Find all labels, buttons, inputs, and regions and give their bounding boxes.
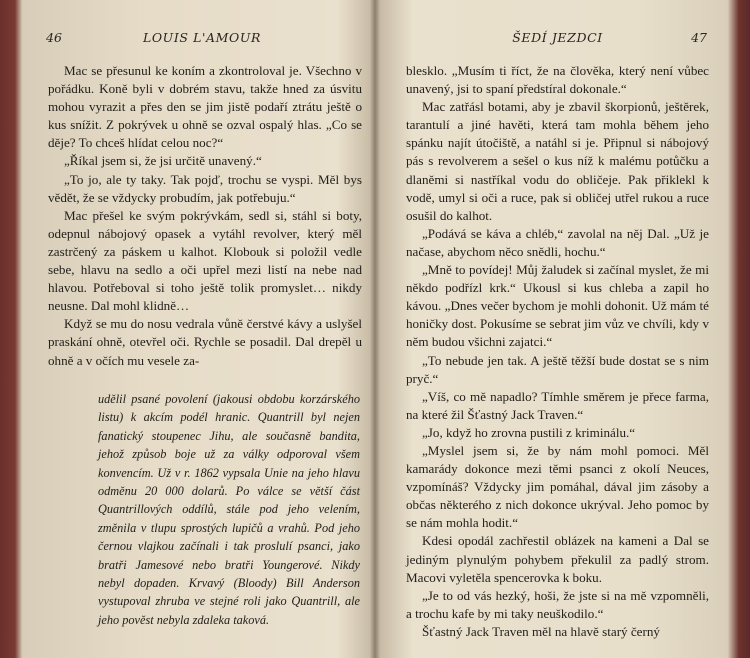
left-running-head: LOUIS L'AMOUR xyxy=(142,30,262,45)
right-paragraph-9: Kdesi opodál zachřestil oblázek na kameni a Dal se jediným plynulým pohybem překulil za padlý strom. Macovi vyletěla spencerovka k boku. xyxy=(406,533,709,585)
left-paragraph-3: „To jo, ale ty taky. Tak pojď, trochu se vyspi. Měl bys vědět, že se vždycky probudím, jak potřebuju.“ xyxy=(48,171,362,205)
right-paragraph-7: „Jo, když ho zrovna pustili z kriminálu.“ xyxy=(422,424,636,440)
left-page-header xyxy=(32,30,372,48)
right-paragraph-5: „To nebude jen tak. A ještě těžší bude dostat se s nim pryč.“ xyxy=(406,352,709,386)
left-page xyxy=(32,0,372,640)
left-paragraph-2: „Říkal jsem si, že jsi určitě unavený.“ xyxy=(64,153,262,169)
left-paragraph-1: Mac se přesunul ke koním a zkontroloval je. Všechno v pořádku. Koně byli v dobrém stavu, takže hned za úsvitu mohou vyrazit a přes den se jim jistě podaří ztrátu ještě o kus snížit. Z pokrývek u ohně se ozval ospalý hlas. „Co se děje? To chceš hlídat celou noc?“ xyxy=(48,63,362,151)
right-page-number: 47 xyxy=(691,30,707,45)
right-paragraph-3: „Podává se káva a chléb,“ zavolal na něj Dal. „Už je načase, abychom něco snědli, hochu.“ xyxy=(406,225,709,259)
right-paragraph-2: Mac zatřásl botami, aby je zbavil škorpionů, ještěrek, tarantulí a jiné havěti, která tam mohla během jeho spánku najít útočiště, a natáhl si je. Připnul si nábojový pás s revolverem a sešel o kus níž k malému potůčku a dlaněmi si nastříkal vodu do obličeje. Pak přiklekl k vodě, umyl si oči a ruce, pak si obličej utřel rukou a ruce osušil do kalhot. xyxy=(406,99,709,223)
right-paragraph-6: „Víš, co mě napadlo? Tímhle směrem je přece farma, na které žil Šťastný Jack Traven.“ xyxy=(406,388,709,422)
left-paragraph-4: Mac přešel ke svým pokrývkám, sedl si, stáhl si boty, odepnul nábojový opasek a vytáhl revolver, který měl zastrčený za páskem u kalhot. Klobouk si položil vedle sebe, hlavu na sedlo a oči upřel mezi listí na nebe nad hlavou. Potřeboval si toho ještě tolik promyslet… nikdy neusne. Dal mohl klidně… xyxy=(48,207,362,314)
footnote-text: udělil psané povolení (jakousi obdobu korzárského listu) k akcím podél hranic. Quantrill byl nejen fanatický stoupenec Jihu, ale současně bandita, jehož způsob boje už za války odporoval všem konvencím. Už v r. 1862 vypsala Unie na jeho hlavu odměnu 20 000 dolarů. Po válce se větší část Quantrillových oddílů, stále pod jeho velením, změnila v tlupu sprostých lupičů a vrahů. Pod jeho černou vlajkou začínali i tak proslulí psanci, jako bratři Jamesové nebo bratři Youngerové. Nikdy nebyl dopaden. Krvavý (Bloody) Bill Anderson vystupoval zhruba ve stejné roli jako Quantrill, ale jeho pověst nebyla zdaleka taková. xyxy=(98,392,360,627)
right-paragraph-8: „Myslel jsem si, že by nám mohl pomoci. Měl kamarády dokonce mezi těmi psanci z okolí Neuces, vzpomínáš? Vždycky jim pomáhal, dával jim zásoby a občas některého z nich dokonce ukrýval. Jeho pomoc by se nám mohla hodit.“ xyxy=(406,442,709,531)
right-paragraph-11: Šťastný Jack Traven měl na hlavě starý černý xyxy=(422,623,660,639)
left-page-body xyxy=(48,62,362,370)
left-paragraph-5: Když se mu do nosu vedrala vůně čerstvé kávy a uslyšel praskání ohně, otevřel oči. Rychle se posadil. Dal drepěl u ohně a v očích mu vesele za- xyxy=(48,316,362,368)
right-page-body xyxy=(406,62,709,641)
right-paragraph-4: „Mně to povídej! Můj žaludek si začínal myslet, že mi někdo podřízl krk.“ Ukousl si kus chleba a zapil ho kávou. „Dnes večer bychom je mohli dohonit. Už mám té honičky dost. Pokusíme se sebrat jim vůz ve chvíli, kdy v něm budou všichni zajatci.“ xyxy=(406,262,709,350)
right-running-head: ŠEDÍ JEZDCI xyxy=(512,30,603,45)
left-page-number: 46 xyxy=(46,30,62,45)
right-page-header xyxy=(400,30,715,48)
right-paragraph-1: blesklo. „Musím ti říct, že na člověka, který není vůbec unavený, jsi to spaní předstíral dokonale.“ xyxy=(406,63,709,97)
right-paragraph-10: „Je to od vás hezký, hoši, že jste si na mě vzpomněli, a trochu kafe by mi taky neuškodilo.“ xyxy=(406,587,709,621)
right-page xyxy=(400,0,715,640)
footnote xyxy=(98,390,360,629)
